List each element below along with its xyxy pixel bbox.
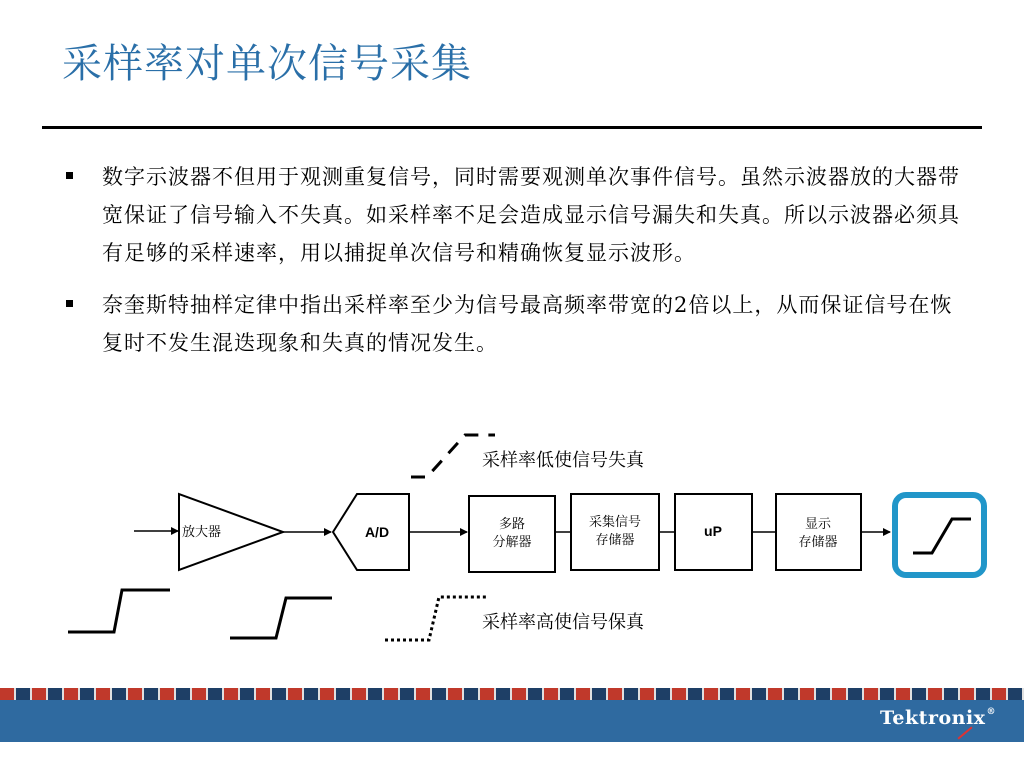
tektronix-logo (880, 707, 996, 729)
slide-title: 采样率对单次信号采集 (62, 41, 472, 87)
amplified-step-waveform (230, 598, 332, 638)
display-label-line1: 显示 (804, 517, 832, 532)
mux-block (469, 496, 555, 572)
bullet-text: 数字示波器不但用于观测重复信号，同时需要观测单次事件信号。虽然示波器放的大器带宽保证了信号输入不失真。如采样率不足会造成显示信号漏失和失真。所以示波器必须具有足够的采样速率，用以捕捉单次信号和精确恢复显示波形。 (102, 165, 960, 265)
high-rate-caption: 采样率高使信号保真 (482, 612, 644, 633)
footer-band (0, 700, 1024, 742)
display-memory-block (776, 494, 861, 570)
adc-label: A/D (364, 524, 390, 540)
display-screen-icon (895, 495, 984, 575)
input-step-waveform (68, 590, 170, 632)
low-rate-caption: 采样率低使信号失真 (482, 450, 644, 471)
processor-label: uP (704, 523, 722, 539)
brand-registered-mark: ® (986, 707, 996, 717)
mux-label-line1: 多路 (498, 517, 526, 532)
acq-label-line2: 存储器 (595, 533, 635, 548)
acq-label-line1: 采集信号 (588, 515, 642, 530)
high-rate-waveform (385, 597, 487, 640)
brand-text: Tektronix (879, 707, 986, 729)
footer-stripe (0, 688, 1024, 700)
footer-bar (0, 688, 1024, 742)
bullet-text: 奈奎斯特抽样定律中指出采样率至少为信号最高频率带宽的2倍以上，从而保证信号在恢复时不发生混迭现象和失真的情况发生。 (102, 293, 953, 355)
mux-label-line2: 分解器 (492, 535, 532, 550)
display-label-line2: 存储器 (798, 535, 838, 550)
amplifier-label: 放大器 (182, 525, 222, 540)
acquisition-memory-block (571, 494, 659, 570)
